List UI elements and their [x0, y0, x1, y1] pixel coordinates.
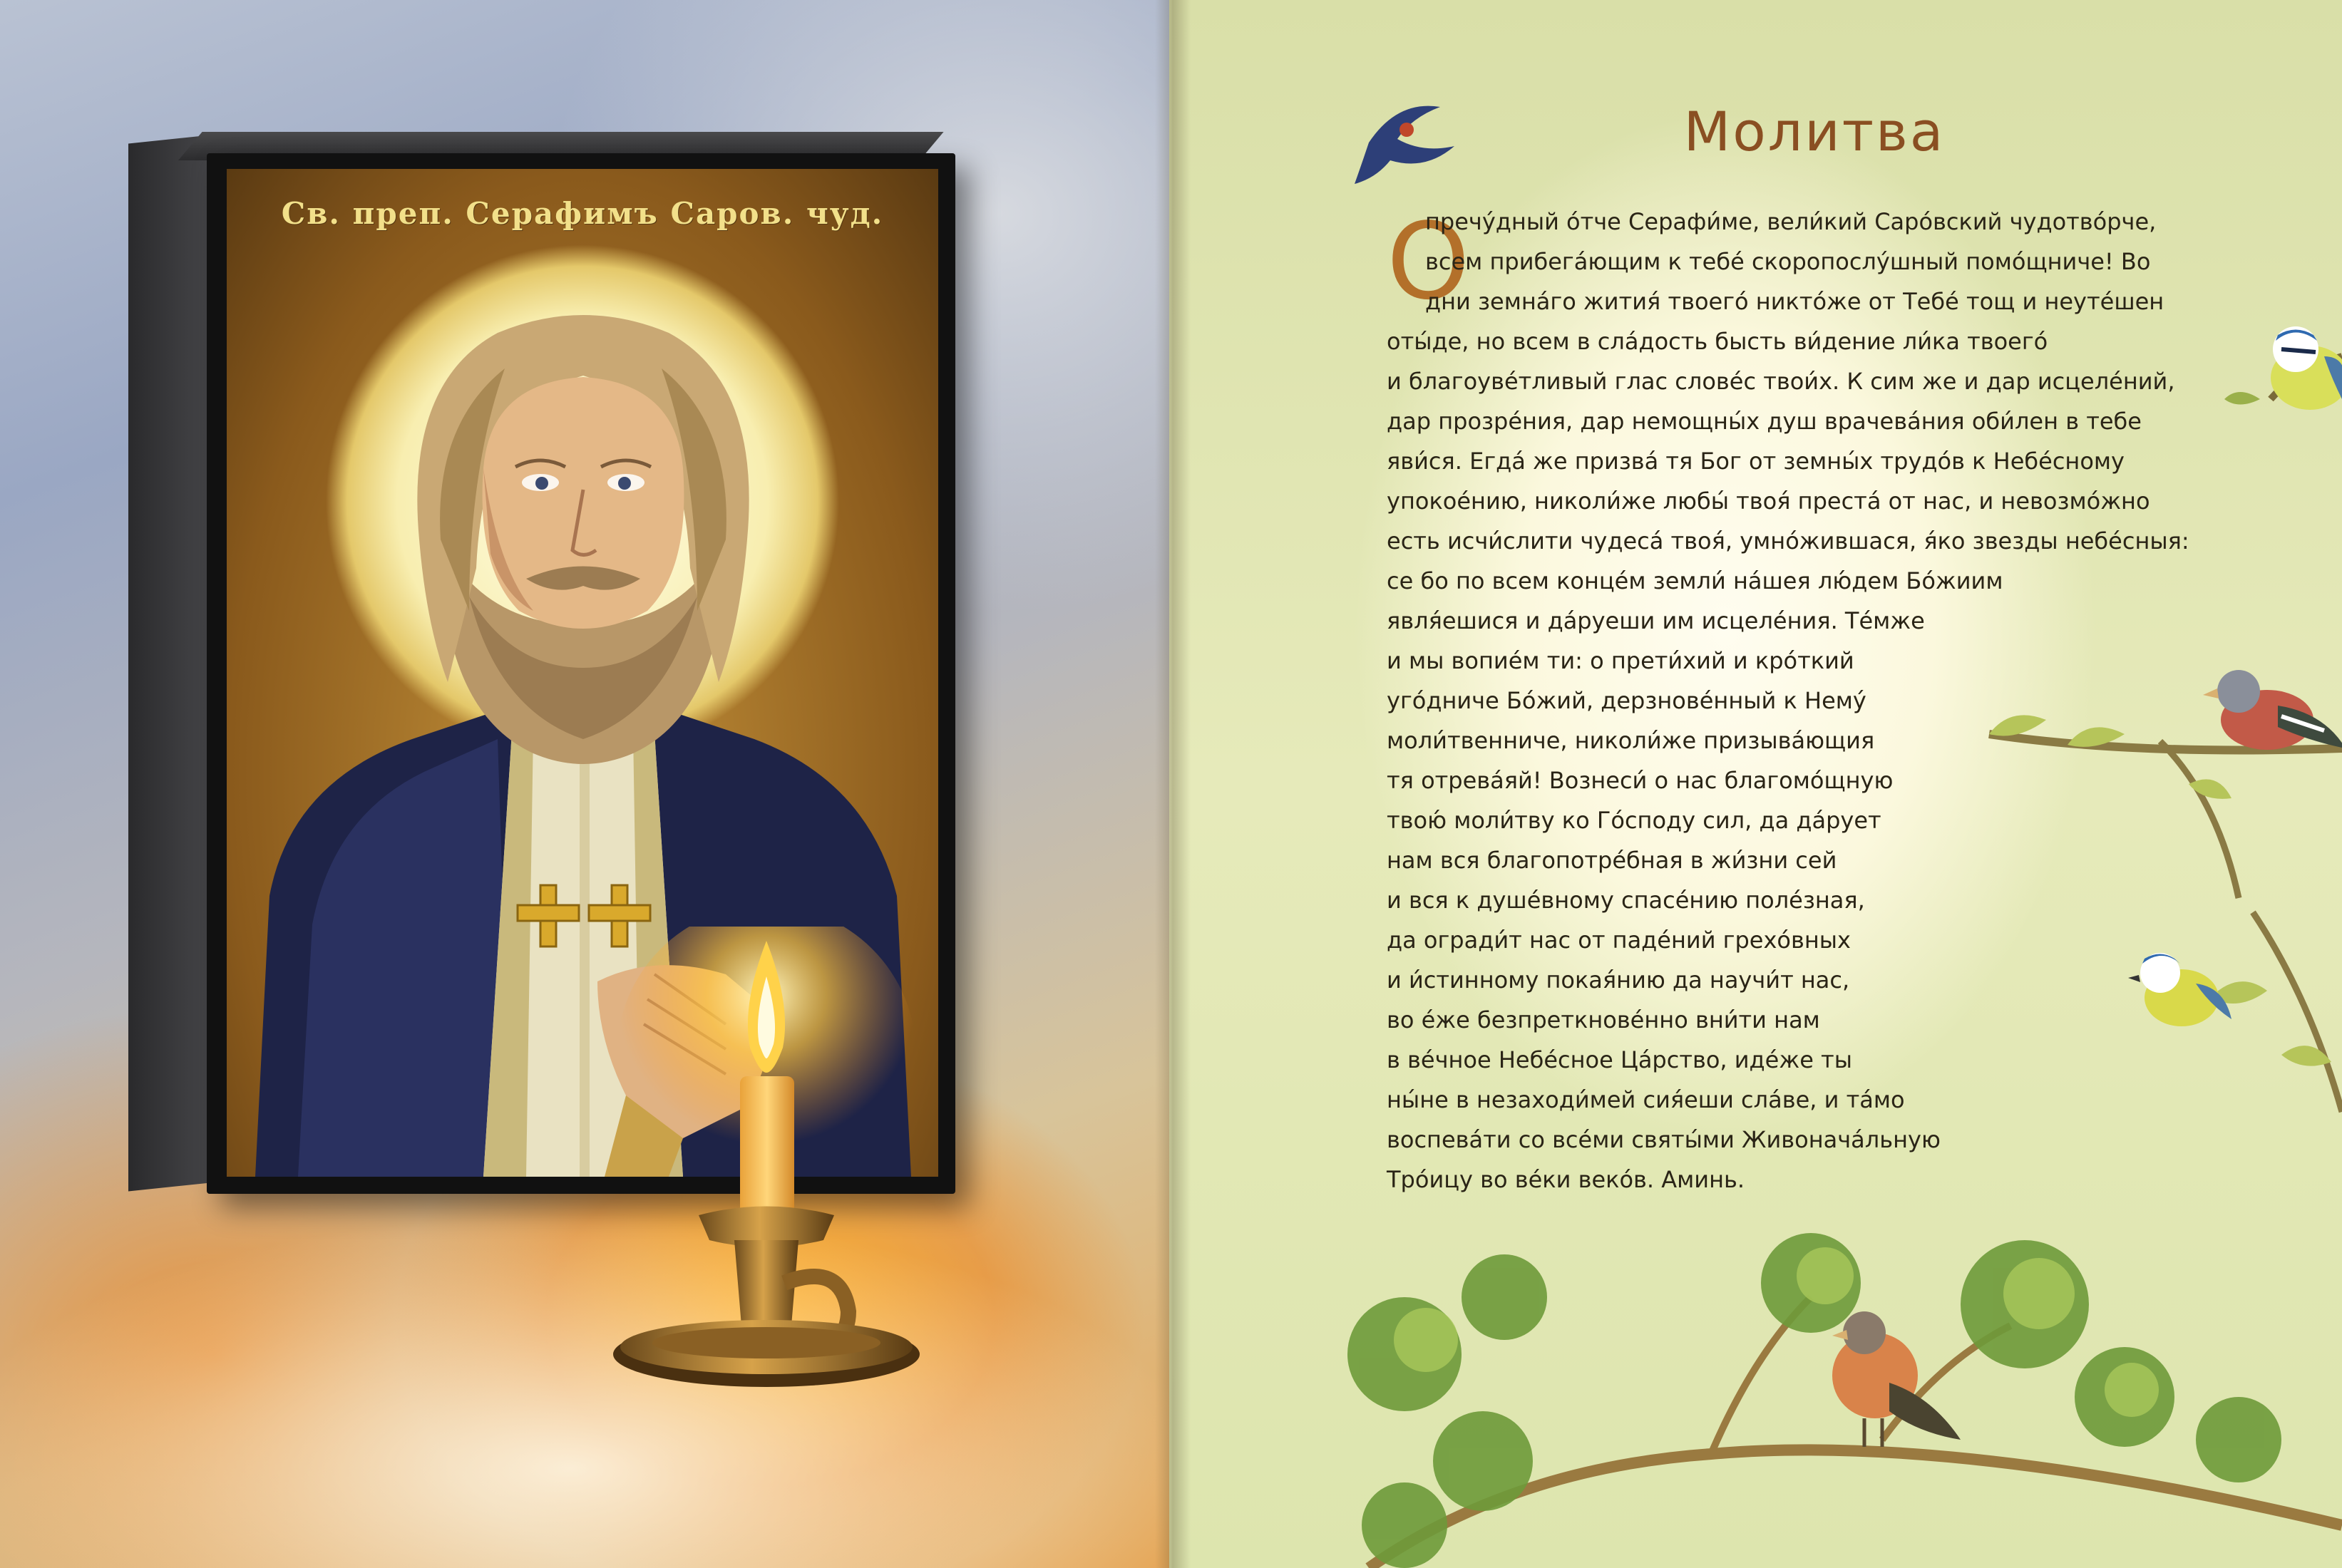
drop-cap: О	[1387, 200, 1470, 323]
prayer-line: се бо по всем конце́м земли́ на́шея лю́дем Бо́жиим	[1387, 567, 2003, 594]
prayer-line: воспева́ти со все́ми святы́ми Живонача́льную	[1387, 1126, 1941, 1153]
prayer-line: явля́ешися и да́руеши им исцеле́ния. Те́мже	[1387, 607, 1925, 634]
mist-decoration	[0, 1212, 1169, 1568]
swallow-icon	[1355, 106, 1454, 184]
prayer-line: во е́же безпреткнове́нно вни́ти нам	[1387, 1006, 1820, 1033]
prayer-line: и и́стинному покая́нию да научи́т нас,	[1387, 966, 1850, 994]
prayer-line: уго́дниче Бо́жий, дерзнове́нный к Нему́	[1387, 687, 1866, 714]
prayer-line: и мы вопие́м ти: о прети́хий и кро́ткий	[1387, 647, 1854, 674]
prayer-line: яви́ся. Егда́ же призва́ тя Бог от земны́х трудо́в к Небе́сному	[1387, 448, 2125, 475]
prayer-line: да огради́т нас от паде́ний грехо́вных	[1387, 927, 1851, 954]
page-title: Молитва	[1683, 100, 1946, 163]
candle-icon	[613, 927, 970, 1411]
prayer-line: твою́ моли́тву ко Го́споду сил, да да́рует	[1387, 807, 1881, 834]
prayer-line: дар прозре́ния, дар немощны́х душ врачева́ния оби́лен в тебе	[1387, 408, 2142, 435]
prayer-line: всем прибега́ющим к тебе́ скоропослу́шный помо́щниче! Во	[1425, 248, 2151, 275]
prayer-line: есть исчи́слити чудеса́ твоя́, умно́жившася, я́ко звезды небе́сныя:	[1387, 527, 2189, 555]
icon-board-side	[128, 135, 207, 1192]
prayer-line: оты́де, но всем в сла́дость бысть ви́дение ли́ка твоего́	[1387, 328, 2048, 355]
right-page-text	[1169, 0, 2342, 1568]
chaffinch-icon	[1832, 1311, 1961, 1447]
prayer-line: в ве́чное Небе́сное Ца́рство, иде́же ты	[1387, 1046, 1852, 1073]
prayer-line: упокое́нию, николи́же любы́ твоя́ преста́ от нас, и невозмо́жно	[1387, 488, 2150, 515]
prayer-line: нам вся благопотре́бная в жи́зни сей	[1387, 847, 1837, 874]
blue-tit-icon	[2128, 953, 2231, 1026]
chaffinch-icon	[2203, 670, 2342, 750]
prayer-line: и вся к душе́вному спасе́нию поле́зная,	[1387, 887, 1865, 914]
prayer-line: дни земна́го жития́ твоего́ никто́же от Тебе́ тощ и неуте́шен	[1425, 288, 2164, 315]
prayer-text	[1387, 202, 2189, 1200]
left-page-illustration	[0, 0, 1169, 1568]
prayer-line: пречу́дный о́тче Серафи́ме, вели́кий Саро́вский чудотво́рче,	[1425, 208, 2157, 235]
prayer-line: моли́твенниче, николи́же призыва́ющия	[1387, 727, 1875, 754]
icon-caption: Св. преп. Серафимъ Саров. чуд.	[281, 196, 884, 231]
prayer-line: ны́не в незаходи́мей сия́еши сла́ве, и та́мо	[1387, 1086, 1905, 1113]
blue-tit-icon	[2271, 326, 2342, 410]
prayer-line: тя отрева́яй! Вознеси́ о нас благомо́щную	[1387, 767, 1894, 794]
book-gutter	[1155, 0, 1191, 1568]
prayer-line: и благоуве́тливый глас слове́с твои́х. К сим же и дар исцеле́ний,	[1387, 368, 2175, 395]
prayer-line: Тро́ицу во ве́ки веко́в. Аминь.	[1387, 1166, 1745, 1193]
